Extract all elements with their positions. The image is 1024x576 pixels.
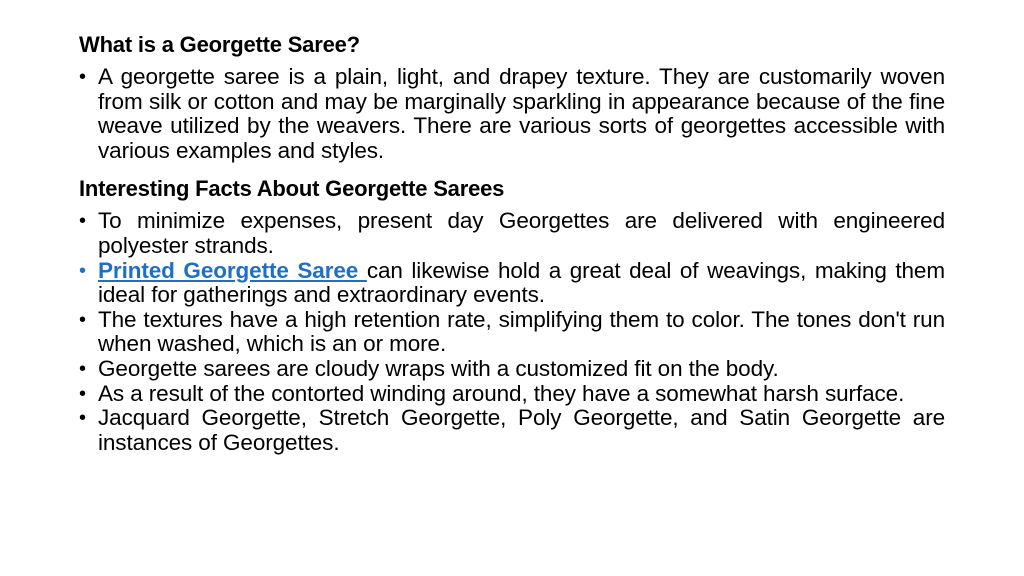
- list-item: [79, 259, 945, 308]
- bullet-icon: •: [79, 357, 86, 380]
- list-item: [79, 357, 945, 382]
- list-item: [79, 209, 945, 258]
- bullet-icon: •: [79, 382, 86, 405]
- bullet-text: To minimize expenses, present day Georgettes are delivered with engineered polyester strands.: [98, 208, 945, 258]
- bullet-icon: •: [79, 259, 86, 282]
- bullet-text: As a result of the contorted winding around, they have a somewhat harsh surface.: [98, 380, 905, 406]
- list-item: [79, 65, 945, 163]
- bullet-text: A georgette saree is a plain, light, and drapey texture. They are customarily woven from silk or cotton and may be marginally sparkling in appearance because of the fine weave utilized by the weavers. There are various sorts of georgettes accessible with various examples and styles.: [98, 64, 945, 163]
- bullet-text: The textures have a high retention rate, simplifying them to color. The tones don't run when washed, which is an or more.: [98, 306, 945, 357]
- bullet-text: Jacquard Georgette, Stretch Georgette, Poly Georgette, and Satin Georgette are instances of Georgettes.: [98, 405, 945, 455]
- bullet-icon: •: [79, 66, 86, 88]
- list-item: [79, 406, 945, 455]
- bullet-text: can likewise hold a great deal of weavings, making them ideal for gatherings and extraordinary events.: [98, 257, 945, 308]
- bullet-text: Georgette sarees are cloudy wraps with a customized fit on the body.: [98, 355, 779, 381]
- bullet-icon: •: [79, 407, 86, 430]
- bullet-icon: •: [79, 210, 86, 233]
- printed-georgette-saree-link[interactable]: Printed Georgette Saree: [98, 257, 367, 283]
- list-item: [79, 382, 945, 407]
- list-item: [79, 308, 945, 357]
- section-heading-what-is: What is a Georgette Saree?: [79, 32, 360, 57]
- bullet-icon: •: [79, 308, 86, 331]
- section-heading-facts: Interesting Facts About Georgette Sarees: [79, 176, 505, 202]
- bullet-list-what-is: [79, 65, 945, 163]
- bullet-list-facts: [79, 209, 945, 455]
